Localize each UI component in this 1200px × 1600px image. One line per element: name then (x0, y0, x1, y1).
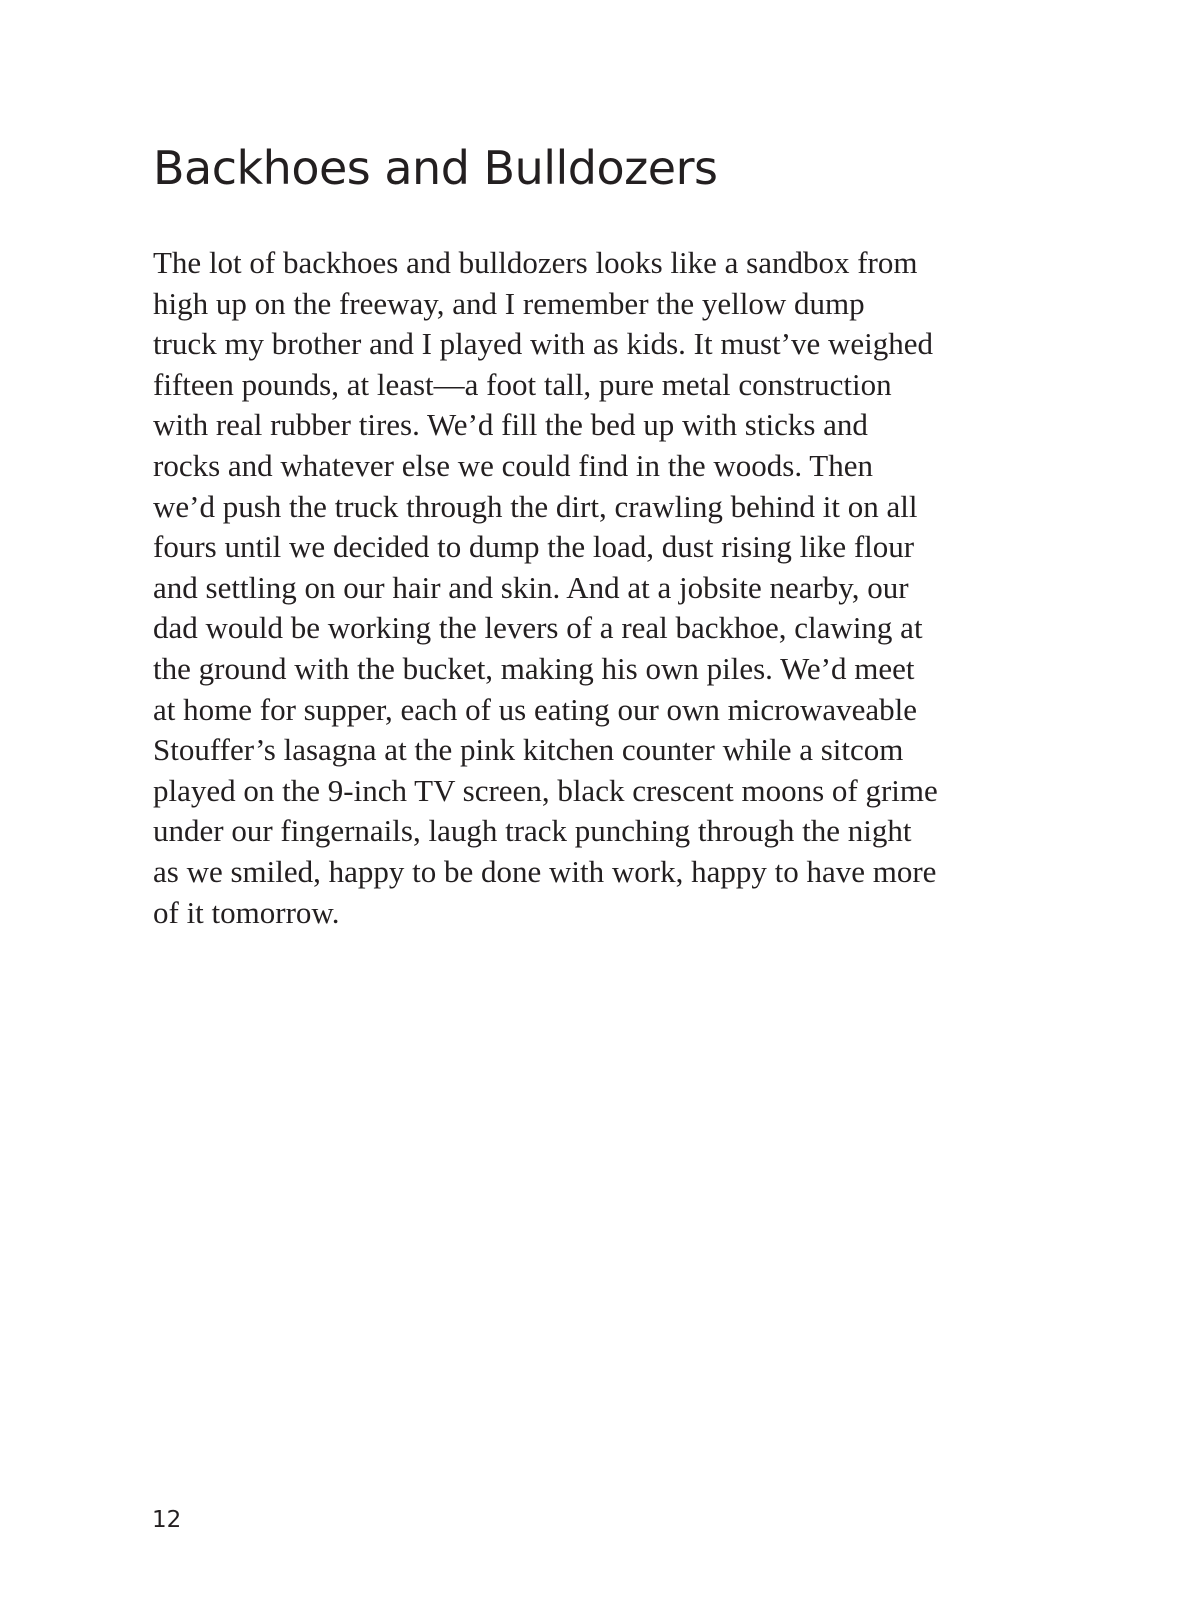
body-paragraph (153, 243, 1033, 933)
paragraph-line: we’d push the truck through the dirt, crawling behind it on all (153, 488, 918, 524)
paragraph-line: high up on the freeway, and I remember the yellow dump (153, 285, 865, 321)
paragraph-line: dad would be working the levers of a real backhoe, clawing at (153, 610, 923, 646)
paragraph-line: fours until we decided to dump the load, dust rising like flour (153, 529, 915, 565)
chapter-title: Backhoes and Bulldozers (153, 141, 718, 195)
paragraph-line: with real rubber tires. We’d fill the bed up with sticks and (153, 407, 868, 443)
paragraph-line: as we smiled, happy to be done with work, happy to have more (153, 853, 937, 889)
paragraph-line: and settling on our hair and skin. And at a jobsite nearby, our (153, 569, 909, 605)
page-number: 12 (152, 1507, 182, 1533)
paragraph-line: Stouffer’s lasagna at the pink kitchen counter while a sitcom (153, 732, 904, 768)
paragraph-line: fifteen pounds, at least—a foot tall, pure metal construction (153, 366, 892, 402)
paragraph-line: played on the 9-inch TV screen, black crescent moons of grime (153, 772, 938, 808)
paragraph-line: truck my brother and I played with as kids. It must’ve weighed (153, 326, 933, 362)
paragraph-line: rocks and whatever else we could find in the woods. Then (153, 447, 873, 483)
paragraph-line: The lot of backhoes and bulldozers looks like a sandbox from (153, 245, 918, 280)
paragraph-line: of it tomorrow. (153, 894, 340, 930)
paragraph-line: at home for supper, each of us eating our own microwaveable (153, 691, 918, 727)
paragraph-line: the ground with the bucket, making his own piles. We’d meet (153, 650, 915, 686)
paragraph-line: under our fingernails, laugh track punching through the night (153, 813, 912, 849)
